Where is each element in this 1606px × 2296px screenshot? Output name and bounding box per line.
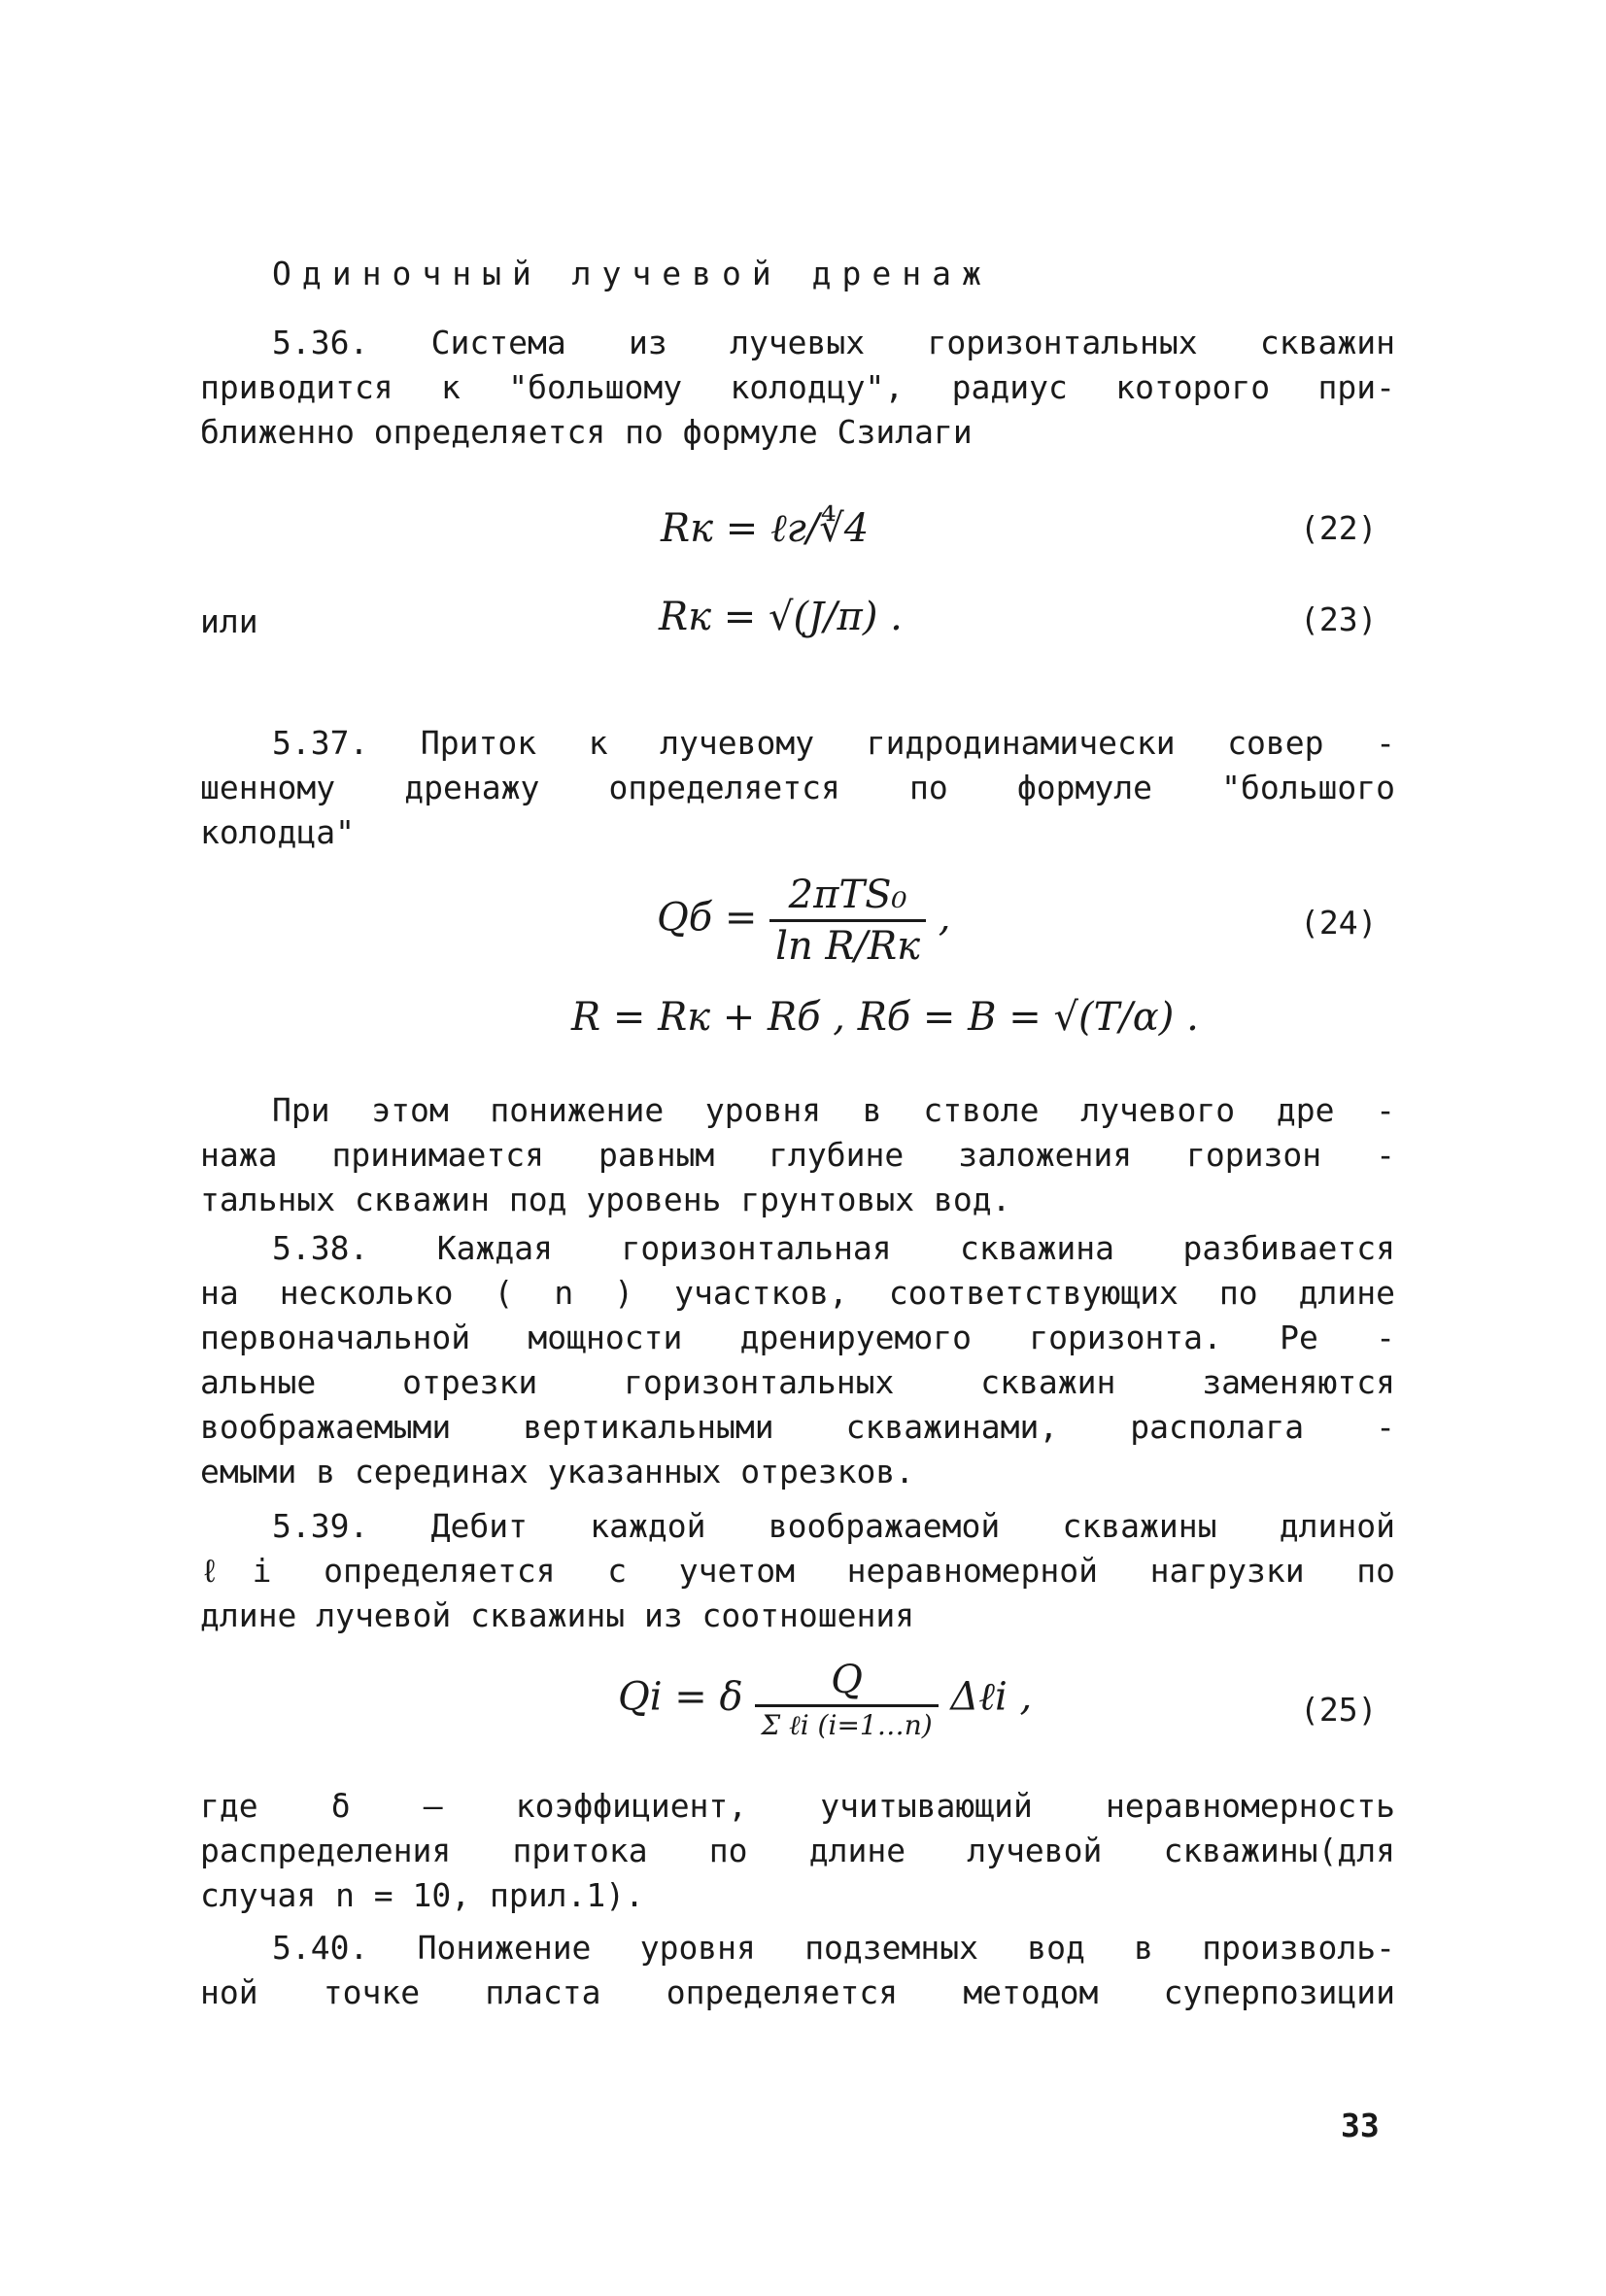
paragraph-line: емыми в серединах указанных отрезков. bbox=[200, 1453, 915, 1491]
paragraph-line: 5.37. Приток к лучевому гидродинамически совер - bbox=[272, 724, 1395, 762]
formula-23: Rк = √(J/π) . bbox=[659, 595, 903, 639]
section-heading: Одиночный лучевой дренаж bbox=[272, 255, 992, 292]
paragraph-line: При этом понижение уровня в стволе лучевого дре - bbox=[272, 1091, 1395, 1129]
paragraph-line: ной точке пласта определяется методом суперпозиции bbox=[200, 1973, 1395, 2011]
paragraph-line: первоначальной мощности дренируемого горизонта. Ре - bbox=[200, 1319, 1395, 1356]
paragraph-line: альные отрезки горизонтальных скважин заменяются bbox=[200, 1363, 1395, 1401]
formula-24 bbox=[657, 873, 950, 969]
paragraph-line: распределения притока по длине лучевой скважины(для bbox=[200, 1832, 1395, 1869]
paragraph-line: на несколько ( n ) участков, соответствующих по длине bbox=[200, 1274, 1395, 1312]
formula-25-numerator: Q bbox=[755, 1658, 938, 1707]
formula-24-lhs: Qб = bbox=[657, 895, 758, 941]
paragraph-line: воображаемыми вертикальными скважинами, располага - bbox=[200, 1408, 1395, 1446]
paragraph-line: ближенно определяется по формуле Сзилаги bbox=[200, 413, 973, 451]
formula-25-tail: Δℓi , bbox=[950, 1674, 1033, 1720]
paragraph-line: где δ – коэффициент, учитывающий неравномерность bbox=[200, 1787, 1395, 1825]
paragraph-line: 5.40. Понижение уровня подземных вод в произволь- bbox=[272, 1929, 1395, 1967]
formula-24-fraction bbox=[769, 873, 926, 969]
paragraph-line: 5.38. Каждая горизонтальная скважина разбивается bbox=[272, 1229, 1395, 1267]
equation-number-22: (22) bbox=[1300, 509, 1378, 547]
paragraph-line: длине лучевой скважины из соотношения bbox=[200, 1596, 915, 1634]
paragraph-line: 5.39. Дебит каждой воображаемой скважины длиной bbox=[272, 1507, 1395, 1545]
paragraph-line: колодца" bbox=[200, 813, 355, 851]
formula-24-tail: , bbox=[938, 895, 951, 941]
formula-25-lhs: Qi = δ bbox=[618, 1674, 743, 1720]
paragraph-line: 5.36. Система из лучевых горизонтальных скважин bbox=[272, 324, 1395, 361]
page-number: 33 bbox=[1341, 2107, 1380, 2144]
formula-24b: R = Rк + Rб , Rб = B = √(T/α) . bbox=[571, 995, 1199, 1040]
equation-number-24: (24) bbox=[1300, 904, 1378, 942]
formula-22: Rк = ℓг/∜4 bbox=[661, 506, 870, 551]
paragraph-line: случая n = 10, прил.1). bbox=[200, 1876, 644, 1914]
equation-number-23: (23) bbox=[1300, 600, 1378, 638]
formula-25-fraction bbox=[755, 1658, 938, 1742]
equation-number-25: (25) bbox=[1300, 1691, 1378, 1729]
formula-25 bbox=[618, 1658, 1032, 1742]
paragraph-line: тальных скважин под уровень грунтовых вод. bbox=[200, 1181, 1011, 1218]
paragraph-line: шенному дренажу определяется по формуле "большого bbox=[200, 769, 1395, 806]
paragraph-line: нажа принимается равным глубине заложения горизон - bbox=[200, 1136, 1395, 1174]
word-or: или bbox=[200, 602, 258, 640]
paragraph-line: ℓi определяется с учетом неравномерной нагрузки по bbox=[200, 1552, 1395, 1590]
formula-24-denominator: ln R/Rк bbox=[775, 924, 921, 969]
paragraph-line: приводится к "большому колодцу", радиус которого при- bbox=[200, 368, 1395, 406]
formula-24-numerator: 2πTS₀ bbox=[769, 873, 926, 922]
formula-25-denominator: Σ ℓi (i=1…n) bbox=[761, 1709, 933, 1741]
